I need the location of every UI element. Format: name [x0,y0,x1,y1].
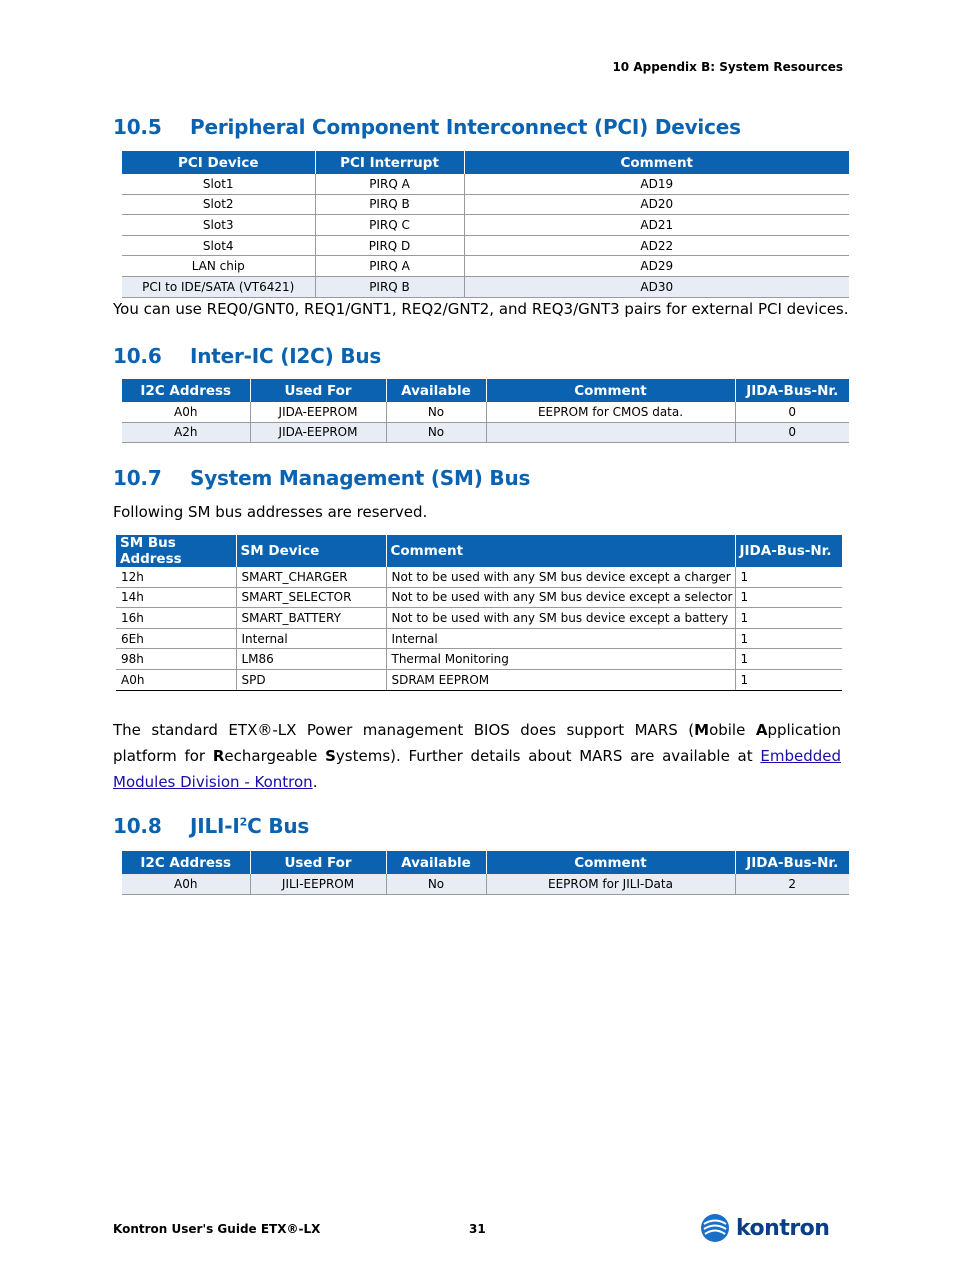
table-cell: 0 [735,402,849,422]
column-header: Comment [464,151,849,174]
column-header: I2C Address [122,851,250,874]
section-number: 10.8 [113,814,162,838]
section-title: Inter-IC (I2C) Bus [190,344,382,368]
table-cell: Slot4 [122,235,315,256]
text-run: The standard ETX®-LX Power management BIOS does support MARS ( [113,721,695,739]
table-row [122,235,849,256]
title-part: JILI-I [190,814,240,838]
table-cell: Slot2 [122,194,315,215]
text-run-bold: S [325,747,336,765]
column-header: SM Device [236,535,386,567]
text-run-bold: A [755,721,768,739]
column-header: JIDA-Bus-Nr. [735,851,849,874]
section-number: 10.6 [113,344,162,368]
table-header-row [122,379,849,402]
section-number: 10.5 [113,115,162,139]
table-cell: AD22 [464,235,849,256]
pci-note: You can use REQ0/GNT0, REQ1/GNT1, REQ2/GNT2, and REQ3/GNT3 pairs for external PCI devices. [113,300,849,318]
column-header: Comment [386,535,735,567]
pci-devices-table [122,151,849,298]
table-cell: A2h [122,422,250,443]
kontron-logo [700,1213,829,1243]
table-row [122,276,849,297]
table-row [116,587,842,608]
table-cell: LM86 [236,649,386,670]
table-cell: JIDA-EEPROM [250,402,386,422]
table-cell: No [386,402,486,422]
table-cell: PIRQ A [315,256,464,277]
table-row [116,567,842,587]
table-cell: 14h [116,587,236,608]
table-cell: A0h [122,874,250,894]
section-heading-pci [113,115,741,139]
column-header: SM Bus Address [116,535,236,567]
sm-intro: Following SM bus addresses are reserved. [113,503,428,521]
table-cell: PIRQ D [315,235,464,256]
column-header: Available [386,851,486,874]
text-run-bold: M [694,721,710,739]
i2c-bus-table [122,379,849,443]
section-number: 10.7 [113,466,162,490]
table-row [122,874,849,894]
section-title [190,814,309,838]
text-run: ystems). Further details about MARS are available at [335,747,761,765]
section-title: Peripheral Component Interconnect (PCI) Devices [190,115,741,139]
table-cell: 0 [735,422,849,443]
column-header: PCI Interrupt [315,151,464,174]
table-cell: No [386,874,486,894]
table-cell: Slot3 [122,215,315,236]
table-cell: PCI to IDE/SATA (VT6421) [122,276,315,297]
section-heading-sm [113,466,530,490]
sm-bus-table [116,535,842,691]
table-cell: Internal [386,628,735,649]
table-cell: Not to be used with any SM bus device except a battery [386,608,735,629]
text-run: pplication platform for [113,721,841,765]
table-cell: PIRQ A [315,174,464,194]
table-cell: 1 [735,587,842,608]
table-cell: SDRAM EEPROM [386,669,735,690]
table-row [116,628,842,649]
title-superscript: 2 [239,815,248,829]
mars-paragraph [113,717,841,795]
table-cell: AD29 [464,256,849,277]
table-cell: Slot1 [122,174,315,194]
column-header: Available [386,379,486,402]
table-cell: SMART_CHARGER [236,567,386,587]
table-cell: Thermal Monitoring [386,649,735,670]
table-cell: SMART_SELECTOR [236,587,386,608]
column-header: JIDA-Bus-Nr. [735,379,849,402]
table-cell: LAN chip [122,256,315,277]
table-row [122,422,849,443]
section-heading-jili [113,814,309,838]
table-cell: 98h [116,649,236,670]
table-cell: AD19 [464,174,849,194]
table-cell: EEPROM for CMOS data. [486,402,735,422]
table-row [116,649,842,670]
section-heading-i2c [113,344,381,368]
footer-title: Kontron User's Guide ETX®-LX [113,1222,321,1236]
text-run-bold: R [212,747,225,765]
column-header: I2C Address [122,379,250,402]
table-cell [486,422,735,443]
table-cell: 2 [735,874,849,894]
table-cell: Not to be used with any SM bus device except a selector [386,587,735,608]
table-cell: JIDA-EEPROM [250,422,386,443]
table-header-row [122,151,849,174]
table-cell: JILI-EEPROM [250,874,386,894]
column-header: Used For [250,851,386,874]
table-cell: 1 [735,649,842,670]
table-cell: No [386,422,486,443]
table-cell: AD21 [464,215,849,236]
table-row [122,194,849,215]
column-header: PCI Device [122,151,315,174]
table-cell: Not to be used with any SM bus device except a charger [386,567,735,587]
kontron-logo-icon [700,1213,730,1243]
table-cell: PIRQ B [315,194,464,215]
section-title: System Management (SM) Bus [190,466,531,490]
table-cell: EEPROM for JILI-Data [486,874,735,894]
column-header: Comment [486,379,735,402]
logo-text: kontron [736,1215,830,1241]
column-header: JIDA-Bus-Nr. [735,535,842,567]
table-cell: 12h [116,567,236,587]
text-run: echargeable [224,747,326,765]
table-cell: A0h [122,402,250,422]
table-cell: 16h [116,608,236,629]
table-row [122,256,849,277]
table-row [122,174,849,194]
table-cell: A0h [116,669,236,690]
table-cell: 1 [735,567,842,587]
table-cell: PIRQ B [315,276,464,297]
table-cell: 1 [735,608,842,629]
table-row [116,669,842,690]
column-header: Comment [486,851,735,874]
jili-bus-table [122,851,849,895]
page-number: 31 [469,1222,486,1236]
text-run: obile [709,721,756,739]
text-run: . [312,773,318,791]
table-cell: 1 [735,669,842,690]
column-header: Used For [250,379,386,402]
table-header-row [116,535,842,567]
table-cell: AD20 [464,194,849,215]
table-cell: 6Eh [116,628,236,649]
table-header-row [122,851,849,874]
table-cell: 1 [735,628,842,649]
table-cell: Internal [236,628,386,649]
table-cell: SPD [236,669,386,690]
running-header: 10 Appendix B: System Resources [612,60,843,74]
table-cell: SMART_BATTERY [236,608,386,629]
table-row [116,608,842,629]
table-row [122,402,849,422]
table-cell: PIRQ C [315,215,464,236]
table-row [122,215,849,236]
title-part: C Bus [247,814,310,838]
embedded-modules-link[interactable]: Embedded Modules Division - Kontron [113,747,841,791]
table-cell: AD30 [464,276,849,297]
